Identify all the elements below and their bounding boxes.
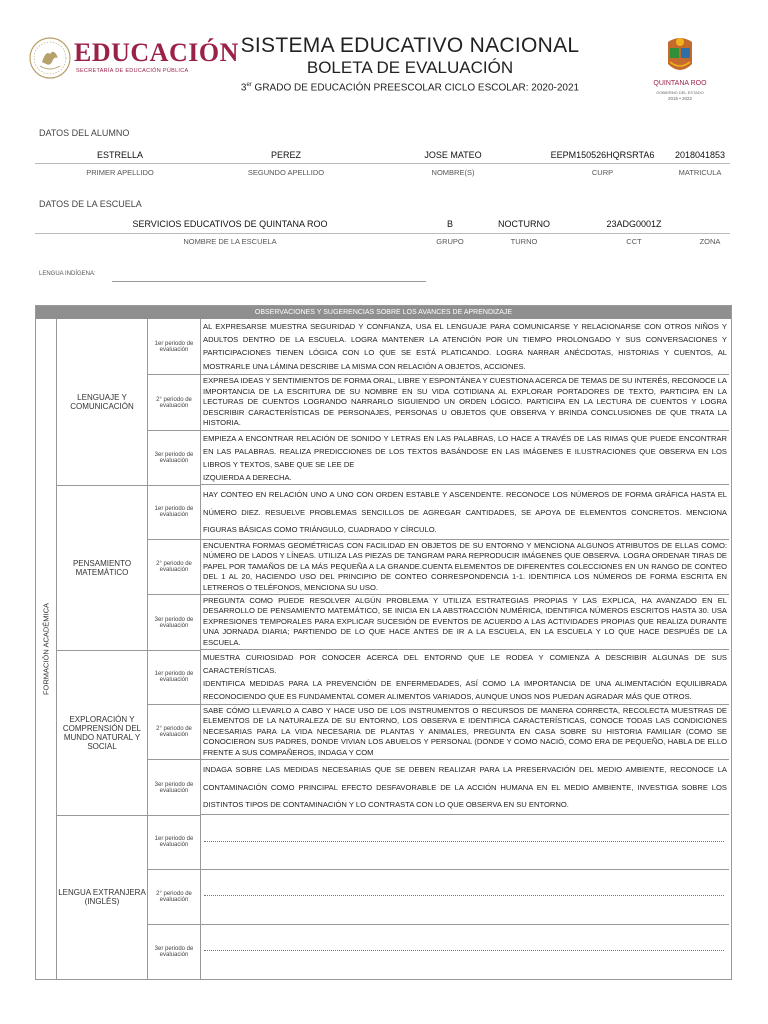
logo-subtext: SECRETARÍA DE EDUCACIÓN PÚBLICA — [76, 68, 189, 74]
turno-value: NOCTURNO — [498, 219, 550, 229]
blank-line — [204, 895, 724, 896]
page-title: SISTEMA EDUCATIVO NACIONAL — [240, 34, 580, 57]
observation-cell-empty — [201, 815, 729, 870]
period-label: 3er periodo de evaluación — [148, 760, 201, 816]
escuela-section-label: DATOS DE LA ESCUELA — [39, 199, 142, 209]
alumno-section-label: DATOS DEL ALUMNO — [39, 128, 130, 138]
alumno-divider — [35, 163, 730, 164]
area-label: PENSAMIENTO MATEMÁTICO — [72, 558, 132, 577]
area-label: EXPLORACIÓN Y COMPRENSIÓN DEL MUNDO NATURAL Y SOCIAL — [62, 714, 142, 751]
observation-cell: EXPRESA IDEAS Y SENTIMIENTOS DE FORMA ORAL, LIBRE Y ESPONTÁNEA Y CUESTIONA ACERCA DE TEMAS DE SU INTERÉS, RECONOCE LA IMPORTANCIA DE LA ESCRITURA DE SU NOMBRE EN SU VIDA COTIDIANA AL EXPLORAR PORTADORES DE TEXTO, PARTICIPA EN LA LECTURAS DE CUENTOS LOGRANDO NARRARLO SIGUIENDO UN ORDEN LÓGICO. PARTICIPA EN LA LECTURA DE CUENTOS Y LOGRA DESCRIBIR CARACTERÍSTICAS DE PERSONAJES, PERSONAS U OBJETOS QUE OBSERVA Y BRINDA CONCLUSIONES DE QUE TRATA LA HISTORIA. — [201, 375, 729, 431]
zona-caption: ZONA — [699, 237, 721, 246]
area-label: LENGUA EXTRANJERA (INGLÉS) — [58, 888, 146, 906]
table-header: OBSERVACIONES Y SUGERENCIAS SOBRE LOS AVANCES DE APRENDIZAJE — [36, 306, 731, 319]
area-exploracion — [57, 650, 148, 816]
period-label: 1er periodo de evaluación — [148, 815, 201, 870]
escuela-nombre-caption: NOMBRE DE LA ESCUELA — [183, 237, 277, 246]
grade-text: GRADO DE EDUCACIÓN PREESCOLAR CICLO ESCOLAR: 2020-2021 — [251, 82, 580, 94]
primer-apellido-caption: PRIMER APELLIDO — [86, 168, 154, 177]
period-label: 2° periodo de evaluación — [148, 870, 201, 925]
observation-cell — [201, 431, 729, 485]
observation-cell: INDAGA SOBRE LAS MEDIDAS NECESARIAS QUE SE DEBEN REALIZAR PARA LA PRESERVACIÓN DEL MEDIO AMBIENTE, RECONOCE LA CONTAMINACIÓN COMO PRINCIPAL EFECTO DESFAVORABLE DE LA ACCIÓN HUMANA EN EL MEDIO AMBIENTE, INVESTIGA SOBRE LOS DISTINTOS TIPOS DE CONTAMINACIÓN Y LO CONTRASTA CON LO QUE OBSERVA EN SU ENTORNO. — [201, 760, 729, 815]
grade-number: 3 — [240, 82, 247, 94]
period-label: 3er periodo de evaluación — [148, 925, 201, 979]
area-lenguaje — [57, 319, 148, 486]
nombre-value: JOSE MATEO — [424, 150, 482, 160]
observation-cell: PREGUNTA COMO PUEDE RESOLVER ALGÚN PROBLEMA Y UTILIZA ESTRATEGIAS PROPIAS Y LAS EXPLICA, HA AVANZADO EN EL DESARROLLO DE PENSAMIENTO MATEMÁTICO, SE INICIA EN LA ABSTRACCIÓN NUMÉRICA, IDENTIFICA NÚMEROS ESCRITOS HASTA 30. USA EXPRESIONES TEMPORALES PARA EXPLICAR SUCESIÓN DE EVENTOS DE ACUERDO A LAS ACTIVIDADES PROPIAS QUE REALIZA DURANTE UNA JORNADA DIARIA; PARTIENDO DE LO QUE HACE ANTES DE IR A LA ESCUELA, EN LA ESCUELA Y LO QUE HACE DESPUÉS DE LA ESCUELA. — [201, 595, 729, 650]
observation-cell-empty — [201, 870, 729, 925]
observation-text: IDENTIFICA MEDIDAS PARA LA PREVENCIÓN DE ENFERMEDADES, ASÍ COMO LA IMPORTANCIA DE UNA ALIMENTACIÓN EQUILIBRADA RECONOCIENDO QUE ES FUNDAMENTAL COMER ALIMENTOS VARIADOS, AUNQUE UNOS NOS PUEDAN AGRADAR MÁS QUE OTROS. — [203, 679, 727, 701]
period-label: 1er periodo de evaluación — [148, 485, 201, 540]
blank-line — [204, 841, 724, 842]
state-shield-icon — [640, 34, 720, 80]
page-subtitle: BOLETA DE EVALUACIÓN — [306, 58, 514, 77]
segundo-apellido-caption: SEGUNDO APELLIDO — [247, 168, 325, 177]
period-label: 3er periodo de evaluación — [148, 431, 201, 486]
observation-cell-empty — [201, 925, 729, 979]
period-label: 1er periodo de evaluación — [148, 650, 201, 705]
blank-line — [204, 950, 724, 951]
state-logo-sub: GOBIERNO DEL ESTADO — [656, 90, 704, 95]
period-label: 3er periodo de evaluación — [148, 595, 201, 651]
observaciones-table — [35, 305, 732, 980]
matricula-value: 2018041853 — [674, 150, 726, 160]
observation-cell: SABE CÓMO LLEVARLO A CABO Y HACE USO DE LOS INSTRUMENTOS O RECURSOS DE MANERA CORRECTA, RECOLECTA MUESTRAS DE ELEMENTOS DE LA NATURALEZA DE SU ENTORNO, LOS OBSERVA E IDENTIFICA CARACTERÍSTICAS, CONOCE TODAS LAS CONDICIONES NECESARIAS PARA LA VIDA NECESARIA DE PLANTAS Y ANIMALES, PREGUNTA EN CASA SOBRE SU HISTORIA FAMILIAR (COMO SE CONOCIERON SUS PADRES, DONDE VIVIAN LOS ABUELOS Y PERSONAL (DONDE Y COMO NACIÓ, COMO ERA DE PEQUEÑO, HABLA DE ELLO FRENTE A SUS COMPAÑEROS, INDAGA Y COM — [201, 705, 729, 760]
observation-cell: AL EXPRESARSE MUESTRA SEGURIDAD Y CONFIANZA, USA EL LENGUAJE PARA COMUNICARSE Y RELACIONARSE CON OTROS NIÑOS Y ADULTOS DENTRO DE LA ESCUELA. LOGRA MANTENER LA ATENCIÓN POR UN TIEMPO PROLONGADO Y SUS CONVERSACIONES Y PARTICIPACIONES TIENEN LÓGICA CON LO QUE SE ESTÁ PLATICANDO. LOGRA NARRAR ANÉCDOTAS, HISTORIAS Y CUENTOS, AL MOSTRARLE UNA LÁMINA DESCRIBE LA MISMA CON RELACIÓN A OBJETOS, ACCIONES. — [201, 319, 729, 375]
period-label: 2° periodo de evaluación — [148, 375, 201, 431]
observation-cell: ENCUENTRA FORMAS GEOMÉTRICAS CON FACILIDAD EN OBJETOS DE SU ENTORNO Y MENCIONA ALGUNOS ATRIBUTOS DE ELLAS COMO: NÚMERO DE LADOS Y LÍNEAS. UTILIZA LAS PIEZAS DE TANGRAM PARA REPRODUCIR IMÁGENES QUE OBSERVA. LOGRA ORDENAR TIRAS DE PAPEL POR TAMAÑOS DE LA MÁS PEQUEÑA A LA GRANDE.CUENTA ELEMENTOS DE DIFERENTES COLECCIONES EN UN RANGO DE CONTEO DEL 1 AL 20, HACIENDO USO DEL PRINCIPIO DE CONTEO CORRESPONDENCIA 1-1. IDENTIFICA LOS NÚMEROS DE FORMA ESCRITA EN LETREROS O TELÉFONOS, MENCIONA SU USO. — [201, 540, 729, 595]
area-pensamiento — [57, 485, 148, 651]
observation-text: EMPIEZA A ENCONTRAR RELACIÓN DE SONIDO Y LETRAS EN LAS PALABRAS, LO HACE A TRAVÉS DE LAS RIMAS QUE PUEDE ENCONTRAR EN LAS PALABRAS. REALIZA PREDICCIONES DE LOS TEXTOS BASÁNDOSE EN LAS IMÁGENES E ILUSTRACIONES QUE OBSERVA EN LOS LIBROS Y TEXTOS, SABE QUE SE LEE DE — [203, 434, 727, 469]
observation-cell: HAY CONTEO EN RELACIÓN UNO A UNO CON ORDEN ESTABLE Y ASCENDENTE. RECONOCE LOS NÚMEROS DE FORMA GRÁFICA HASTA EL NÚMERO DIEZ. RESUELVE PROBLEMAS SENCILLOS DE AGREGAR CANTIDADES, SE APOYA DE ELEMENTOS CONCRETOS. MENCIONA FIGURAS BÁSICAS COMO TRIÁNGULO, CUADRADO Y CÍRCULO. — [201, 485, 729, 540]
logo-wordmark: EDUCACIÓN — [74, 38, 239, 67]
escuela-divider — [35, 233, 730, 234]
quintana-roo-logo — [640, 34, 720, 106]
period-label: 2° periodo de evaluación — [148, 705, 201, 760]
grupo-caption: GRUPO — [436, 237, 464, 246]
nombre-caption: NOMBRE(S) — [431, 168, 475, 177]
grupo-value: B — [446, 219, 453, 229]
vertical-label-column — [36, 319, 57, 979]
observation-text: IZQUIERDA A DERECHA. — [203, 473, 292, 482]
period-label: 2° periodo de evaluación — [148, 540, 201, 595]
lengua-indigena-label: LENGUA INDÍGENA: — [39, 271, 96, 277]
cct-value: 23ADG0001Z — [606, 219, 662, 229]
matricula-caption: MATRICULA — [678, 168, 722, 177]
curp-caption: CURP — [591, 168, 614, 177]
area-lengua-extranjera — [57, 815, 148, 979]
primer-apellido-value: ESTRELLA — [96, 150, 144, 160]
state-logo-text: QUINTANA ROO — [653, 80, 707, 87]
grade-superscript: er — [246, 82, 252, 88]
area-label: LENGUAJE Y COMUNICACIÓN — [70, 393, 134, 411]
lengua-indigena-line — [112, 281, 426, 282]
grade-cycle-line — [180, 82, 640, 93]
observation-cell — [201, 650, 729, 705]
turno-caption: TURNO — [510, 237, 538, 246]
curp-value: EEPM150526HQRSRTA6 — [550, 150, 655, 160]
segundo-apellido-value: PEREZ — [270, 150, 301, 160]
observation-text: MUESTRA CURIOSIDAD POR CONOCER ACERCA DEL ENTORNO QUE LE RODEA Y COMIENZA A DESCRIBIR ALGUNAS DE SUS CARACTERÍSTICAS. — [203, 653, 727, 675]
escuela-nombre-value: SERVICIOS EDUCATIVOS DE QUINTANA ROO — [132, 219, 328, 229]
period-label: 1er periodo de evaluación — [148, 319, 201, 375]
state-logo-years: 2016 • 2022 — [667, 96, 693, 101]
cct-caption: CCT — [626, 237, 642, 246]
formacion-academica-label: FORMACIÓN ACADÉMICA — [41, 602, 51, 696]
eagle-seal-icon — [28, 36, 72, 80]
